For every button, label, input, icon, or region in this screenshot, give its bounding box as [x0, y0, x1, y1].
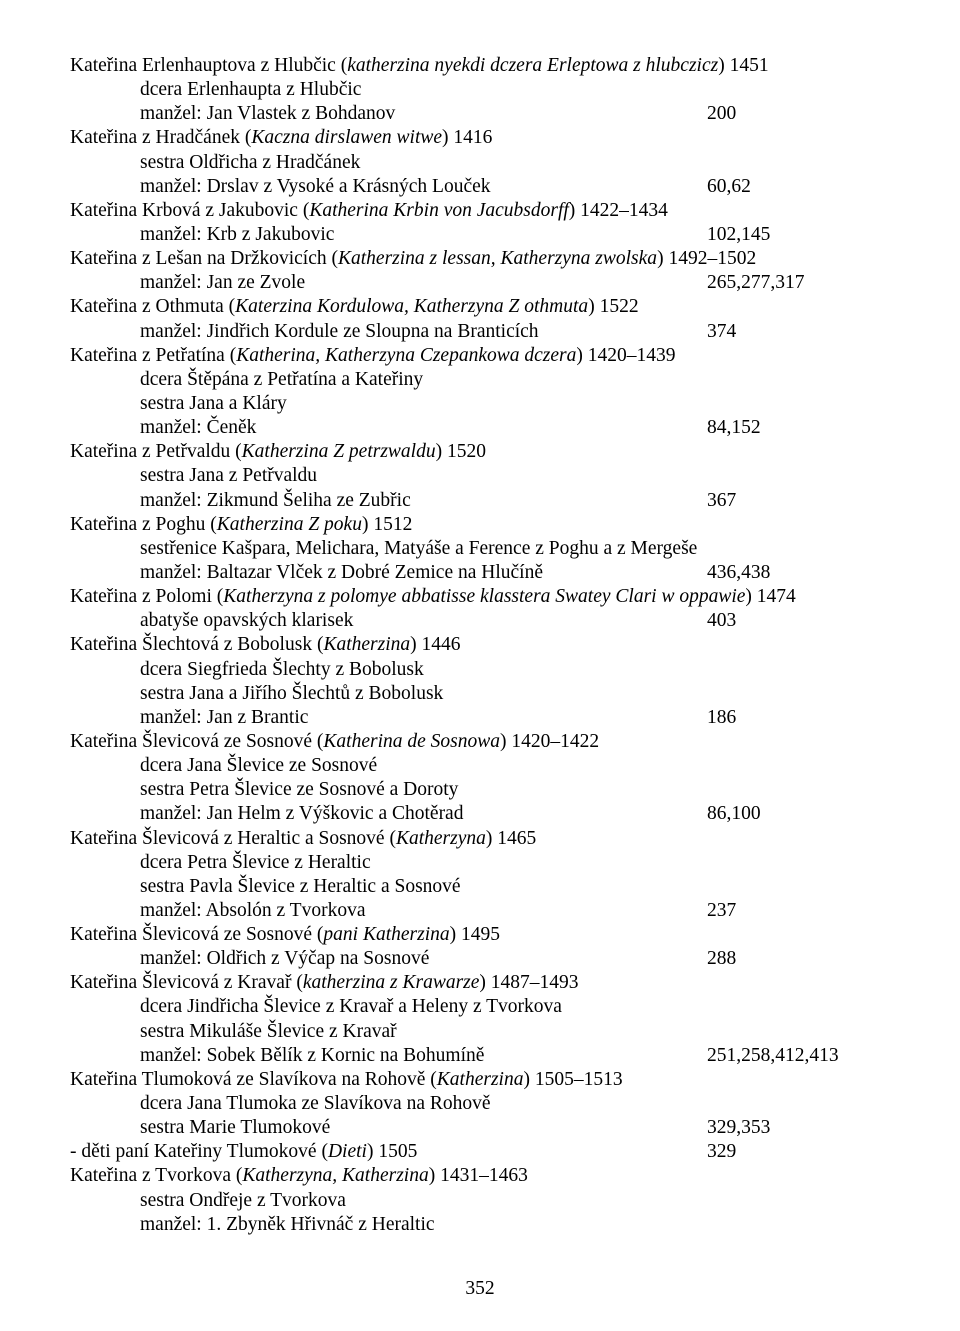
entry-detail-text: sestra Jana a Jiřího Šlechtů z Bobolusk: [140, 682, 444, 704]
entry-detail: [0, 464, 960, 488]
person-name: - děti paní Kateřiny Tlumokové: [70, 1141, 317, 1163]
entry-heading-text: Kateřina z Petřatína (Katherina, Katherzyna Czepankowa dczera) 1420–1439: [70, 344, 676, 366]
entry-heading: [0, 585, 960, 609]
years: 1446: [421, 634, 461, 656]
entry-heading: [0, 971, 960, 995]
entry-detail: [0, 1044, 960, 1068]
entry-detail: [0, 1189, 960, 1213]
entry-heading-text: Kateřina z Polomi (Katherzyna z polomye abbatisse klasstera Swatey Clari w oppawie) 1474: [70, 586, 796, 608]
years: 1465: [497, 827, 537, 849]
entry-heading: [0, 199, 960, 223]
entry-heading-text: Kateřina z Lešan na Držkovicích (Katherzina z lessan, Katherzyna zwolska) 1492–1502: [70, 248, 757, 270]
entry-detail: [0, 392, 960, 416]
page-references: 86,100: [707, 803, 761, 825]
entry-heading-text: Kateřina Šlevicová z Kravař (katherzina z Krawarze) 1487–1493: [70, 972, 579, 994]
page-references: 436,438: [707, 561, 771, 583]
register-entries: [0, 54, 960, 1237]
entry-heading: [0, 1164, 960, 1188]
page-references: 60,62: [707, 175, 751, 197]
entry-heading: [0, 633, 960, 657]
years: 1420–1422: [511, 730, 600, 752]
entry-detail: [0, 223, 960, 247]
original-name-form: Katherzina: [436, 1068, 524, 1090]
person-name: Kateřina z Petřatína: [70, 344, 225, 366]
original-name-form: Katherzyna: [395, 827, 486, 849]
entry-detail-text: sestra Petra Šlevice ze Sosnové a Doroty: [140, 779, 459, 801]
entry-detail-text: manžel: Jan ze Zvole: [140, 272, 306, 294]
entry-detail-text: manžel: Jan Vlastek z Bohdanov: [140, 103, 396, 125]
entry-detail: [0, 658, 960, 682]
entry-heading: [0, 1068, 960, 1092]
person-name: Kateřina z Poghu: [70, 513, 206, 535]
entry-detail-text: manžel: 1. Zbyněk Hřivnáč z Heraltic: [140, 1213, 435, 1235]
original-name-form: pani Katherzina: [323, 924, 450, 946]
entry-heading: [0, 1140, 960, 1164]
years: 1522: [599, 296, 639, 318]
entry-heading-text: Kateřina Šlechtová z Bobolusk (Katherzina) 1446: [70, 634, 461, 656]
entry-detail-text: manžel: Zikmund Šeliha ze Zubřic: [140, 489, 411, 511]
original-name-form: Katherina de Sosnowa: [323, 730, 501, 752]
entry-detail: [0, 1213, 960, 1237]
entry-detail-text: dcera Erlenhaupta z Hlubčic: [140, 79, 362, 101]
entry-detail: [0, 271, 960, 295]
years: 1422–1434: [580, 199, 668, 221]
entry-detail-text: manžel: Baltazar Vlček z Dobré Zemice na Hlučíně: [140, 561, 543, 583]
entry-heading: [0, 827, 960, 851]
person-name: Kateřina z Polomi: [70, 586, 212, 608]
original-name-form: Katerzina Kordulowa, Katherzyna Z othmuta: [235, 296, 589, 318]
years: 1495: [461, 924, 501, 946]
original-name-form: Katherzyna z polomye abbatisse klasstera Swatey Clari w oppawie: [223, 586, 746, 608]
years: 1451: [729, 55, 769, 76]
original-name-form: katherzina z Krawarze: [302, 972, 480, 994]
entry-detail-text: sestra Oldřicha z Hradčánek: [140, 151, 361, 173]
original-name-form: Katherzina z lessan, Katherzyna zwolska: [338, 248, 658, 270]
entry-detail: [0, 102, 960, 126]
original-name-form: Katherzyna, Katherzina: [242, 1165, 429, 1187]
years: 1492–1502: [668, 248, 757, 270]
page-references: 102,145: [707, 223, 771, 245]
entry-detail-text: sestra Mikuláše Šlevice z Kravař: [140, 1020, 397, 1042]
entry-detail: [0, 416, 960, 440]
years: 1431–1463: [440, 1165, 528, 1187]
entry-detail-text: manžel: Sobek Bělík z Kornic na Bohumíně: [140, 1044, 485, 1066]
entry-heading-text: Kateřina z Poghu (Katherzina Z poku) 1512: [70, 513, 413, 535]
entry-heading-text: Kateřina Tlumoková ze Slavíkova na Rohově (Katherzina) 1505–1513: [70, 1068, 623, 1090]
entry-detail-text: sestra Jana z Petřvaldu: [140, 465, 318, 487]
entry-detail: [0, 78, 960, 102]
years: 1520: [446, 441, 486, 463]
page-references: 84,152: [707, 417, 761, 439]
person-name: Kateřina z Hradčánek: [70, 127, 240, 149]
page-references: 265,277,317: [707, 272, 805, 294]
entry-heading-text: Kateřina Erlenhauptova z Hlubčic (katherzina nyekdi dczera Erleptowa z hlubczicz) 1451: [70, 55, 769, 76]
original-name-form: katherzina nyekdi dczera Erleptowa z hlubczicz: [347, 55, 719, 76]
entry-detail-text: sestra Jana a Kláry: [140, 392, 287, 414]
entry-heading-text: Kateřina Šlevicová z Heraltic a Sosnové (Katherzyna) 1465: [70, 827, 537, 849]
entry-detail-text: manžel: Oldřich z Výčap na Sosnové: [140, 948, 430, 970]
entry-detail-text: dcera Jana Šlevice ze Sosnové: [140, 755, 378, 777]
entry-detail: [0, 489, 960, 513]
entry-detail-text: dcera Siegfrieda Šlechty z Bobolusk: [140, 658, 424, 680]
entry-detail-text: manžel: Krb z Jakubovic: [140, 223, 335, 245]
entry-detail-text: manžel: Absolón z Tvorkova: [140, 899, 366, 921]
entry-detail-text: dcera Petra Šlevice z Heraltic: [140, 851, 371, 873]
entry-heading: [0, 440, 960, 464]
entry-detail: [0, 537, 960, 561]
entry-detail: [0, 320, 960, 344]
entry-heading-text: Kateřina Šlevicová ze Sosnové (pani Katherzina) 1495: [70, 924, 501, 946]
entry-detail: [0, 561, 960, 585]
entry-heading: [0, 126, 960, 150]
years: 1474: [756, 586, 796, 608]
entry-detail-text: dcera Jana Tlumoka ze Slavíkova na Rohově: [140, 1093, 491, 1115]
years: 1487–1493: [490, 972, 579, 994]
entry-heading: [0, 295, 960, 319]
entry-detail-text: sestřenice Kašpara, Melichara, Matyáše a Ference z Poghu a z Mergeše: [140, 537, 698, 559]
page-number: 352: [465, 1278, 495, 1299]
years: 1416: [453, 127, 493, 149]
entry-heading-text: Kateřina z Hradčánek (Kaczna dirslawen witwe) 1416: [70, 127, 493, 149]
original-name-form: Kaczna dirslawen witwe: [251, 127, 443, 149]
entry-heading: [0, 54, 960, 78]
person-name: Kateřina z Petřvaldu: [70, 441, 231, 463]
entry-heading-text: Kateřina Šlevicová ze Sosnové (Katherina de Sosnowa) 1420–1422: [70, 730, 600, 752]
page-references: 237: [707, 899, 737, 921]
entry-heading: [0, 923, 960, 947]
page-references: 186: [707, 706, 737, 728]
entry-heading: [0, 730, 960, 754]
person-name: Kateřina Šlevicová ze Sosnové: [70, 924, 313, 946]
entry-detail-text: manžel: Jindřich Kordule ze Sloupna na Branticích: [140, 320, 539, 342]
entry-detail: [0, 802, 960, 826]
person-name: Kateřina Tlumoková ze Slavíkova na Rohově: [70, 1068, 426, 1090]
page-references: 251,258,412,413: [707, 1044, 839, 1066]
page-references: 329,353: [707, 1117, 771, 1139]
entry-detail: [0, 899, 960, 923]
entry-detail-text: manžel: Drslav z Vysoké a Krásných Louček: [140, 175, 491, 197]
original-name-form: Dieti: [327, 1141, 367, 1163]
page-references: 288: [707, 948, 737, 970]
person-name: Kateřina Šlevicová z Heraltic a Sosnové: [70, 827, 385, 849]
person-name: Kateřina Krbová z Jakubovic: [70, 199, 298, 221]
entry-detail-text: manžel: Čeněk: [140, 417, 257, 439]
person-name: Kateřina z Othmuta: [70, 296, 224, 318]
person-name: Kateřina z Lešan na Držkovicích: [70, 248, 327, 270]
page-references: 367: [707, 489, 737, 511]
entry-heading-text: - děti paní Kateřiny Tlumokové (Dieti) 1505: [70, 1141, 418, 1163]
page-references: 374: [707, 320, 737, 342]
entry-heading-text: Kateřina z Tvorkova (Katherzyna, Katherzina) 1431–1463: [70, 1165, 528, 1187]
person-name: Kateřina Šlevicová ze Sosnové: [70, 730, 313, 752]
entry-detail-text: manžel: Jan Helm z Výškovic a Chotěrad: [140, 803, 464, 825]
original-name-form: Katherzina Z petrzwaldu: [241, 441, 436, 463]
years: 1505–1513: [534, 1068, 623, 1090]
entry-detail: [0, 151, 960, 175]
entry-detail: [0, 947, 960, 971]
entry-detail: [0, 778, 960, 802]
entry-detail: [0, 1092, 960, 1116]
original-name-form: Katherina, Katherzyna Czepankowa dczera: [236, 344, 577, 366]
page-references: 403: [707, 610, 737, 632]
entry-detail-text: dcera Štěpána z Petřatína a Kateřiny: [140, 368, 424, 390]
entry-detail: [0, 851, 960, 875]
person-name: Kateřina Šlevicová z Kravař: [70, 972, 292, 994]
entry-heading: [0, 344, 960, 368]
entry-detail: [0, 754, 960, 778]
entry-detail-text: dcera Jindřicha Šlevice z Kravař a Heleny z Tvorkova: [140, 996, 562, 1018]
years: 1512: [373, 513, 413, 535]
page-references: 200: [707, 103, 737, 125]
entry-detail: [0, 1116, 960, 1140]
page-references: 329: [707, 1141, 737, 1163]
years: 1505: [378, 1141, 418, 1163]
entry-detail: [0, 175, 960, 199]
years: 1420–1439: [587, 344, 676, 366]
entry-detail: [0, 682, 960, 706]
entry-detail-text: manžel: Jan z Brantic: [140, 706, 309, 728]
entry-detail: [0, 609, 960, 633]
entry-heading-text: Kateřina z Petřvaldu (Katherzina Z petrzwaldu) 1520: [70, 441, 486, 463]
entry-detail-text: abatyše opavských klarisek: [140, 610, 354, 632]
entry-detail-text: sestra Ondřeje z Tvorkova: [140, 1189, 346, 1211]
entry-detail: [0, 368, 960, 392]
entry-heading: [0, 513, 960, 537]
entry-detail-text: sestra Marie Tlumokové: [140, 1117, 331, 1139]
entry-detail: [0, 875, 960, 899]
original-name-form: Katherzina Z poku: [216, 513, 362, 535]
original-name-form: Katherzina: [323, 634, 411, 656]
entry-heading-text: Kateřina Krbová z Jakubovic (Katherina Krbin von Jacubsdorff) 1422–1434: [70, 199, 668, 221]
entry-detail: [0, 995, 960, 1019]
entry-heading-text: Kateřina z Othmuta (Katerzina Kordulowa, Katherzyna Z othmuta) 1522: [70, 296, 639, 318]
person-name: Kateřina z Tvorkova: [70, 1165, 231, 1187]
person-name: Kateřina Šlechtová z Bobolusk: [70, 634, 313, 656]
entry-detail-text: sestra Pavla Šlevice z Heraltic a Sosnové: [140, 875, 461, 897]
person-name: Kateřina Erlenhauptova z Hlubčic: [70, 55, 336, 76]
original-name-form: Katherina Krbin von Jacubsdorff: [309, 199, 569, 221]
entry-heading: [0, 247, 960, 271]
entry-detail: [0, 706, 960, 730]
entry-detail: [0, 1020, 960, 1044]
